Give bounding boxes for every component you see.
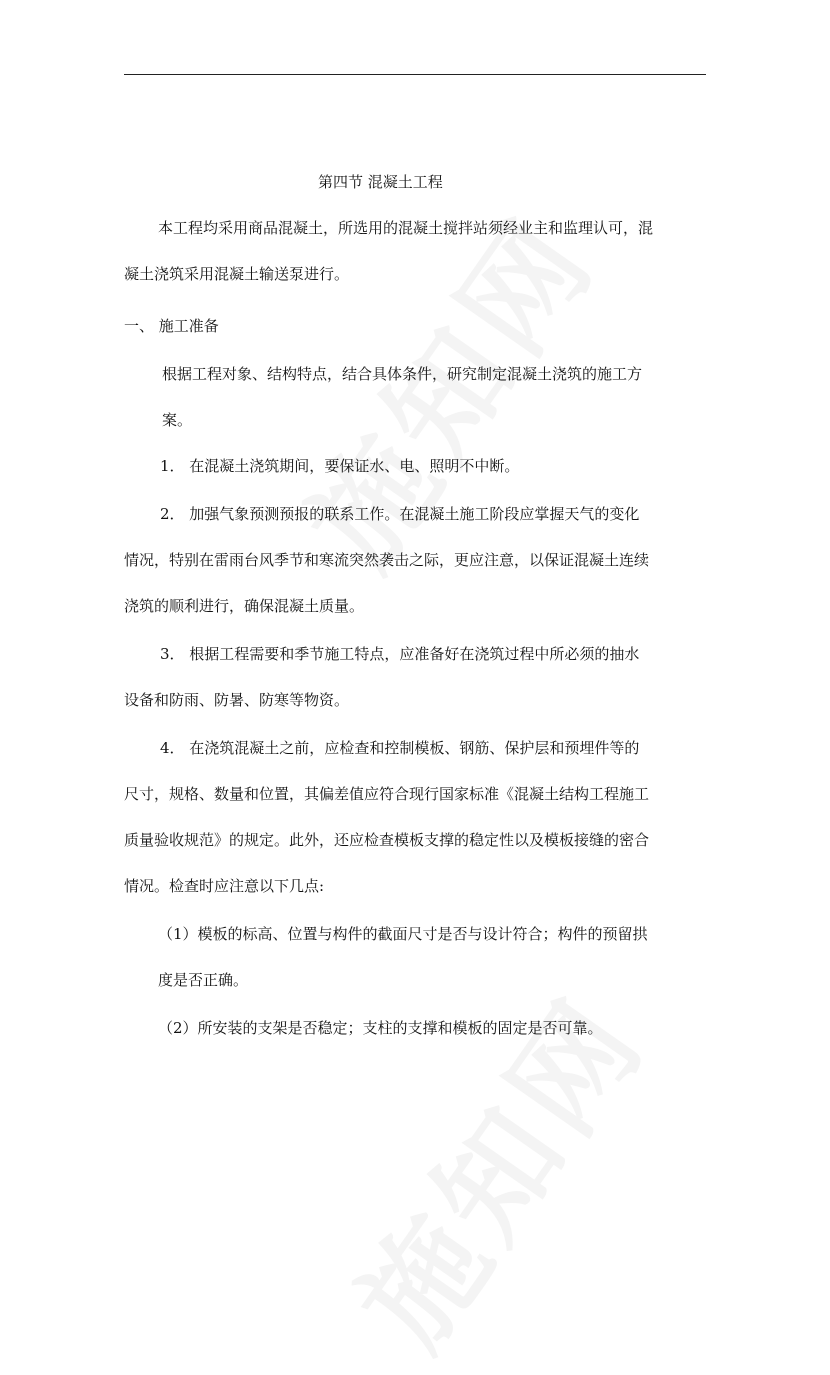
intro-line-2: 凝土浇筑采用混凝土输送泵进行。 [124, 265, 350, 283]
section-title: 第四节 混凝土工程 [318, 173, 443, 191]
item-2-line-2: 情况，特别在雷雨台风季节和寒流突然袭击之际，更应注意，以保证混凝土连续 [124, 551, 650, 569]
item-4-line-2: 尺寸，规格、数量和位置，其偏差值应符合现行国家标准《混凝土结构工程施工 [124, 785, 650, 803]
watermark [263, 177, 628, 595]
item-3-line-2: 设备和防雨、防暑、防寒等物资。 [124, 691, 350, 709]
sub-item-2-line-1: （2）所安装的支架是否稳定；支柱的支撑和模板的固定是否可靠。 [158, 1019, 603, 1037]
item-4-line-4: 情况。检查时应注意以下几点: [124, 877, 325, 895]
item-2-line-3: 浇筑的顺利进行，确保混凝土质量。 [124, 597, 365, 615]
header-rule [124, 74, 706, 75]
intro-line-1: 本工程均采用商品混凝土，所选用的混凝土搅拌站须经业主和监理认可，混 [158, 219, 654, 237]
item-4-line-1: 4． 在浇筑混凝土之前，应检查和控制模板、钢筋、保护层和预埋件等的 [160, 739, 640, 757]
item-3-line-1: 3． 根据工程需要和季节施工特点，应准备好在浇筑过程中所必须的抽水 [160, 645, 640, 663]
item-2-line-1: 2． 加强气象预测预报的联系工作。在混凝土施工阶段应掌握天气的变化 [160, 505, 640, 523]
sub-item-1-line-2: 度是否正确。 [158, 971, 249, 989]
heading-prep: 一、 施工准备 [124, 317, 219, 335]
item-1-line-1: 1． 在混凝土浇筑期间，要保证水、电、照明不中断。 [160, 457, 520, 475]
sub-item-1-line-1: （1）模板的标高、位置与构件的截面尺寸是否与设计符合；构件的预留拱 [158, 925, 648, 943]
prep-intro-line-1: 根据工程对象、结构特点，结合具体条件，研究制定混凝土浇筑的施工方 [162, 365, 643, 383]
item-4-line-3: 质量验收规范》的规定。此外，还应检查模板支撑的稳定性以及模板接缝的密合 [124, 831, 650, 849]
prep-intro-line-2: 案。 [162, 411, 193, 429]
